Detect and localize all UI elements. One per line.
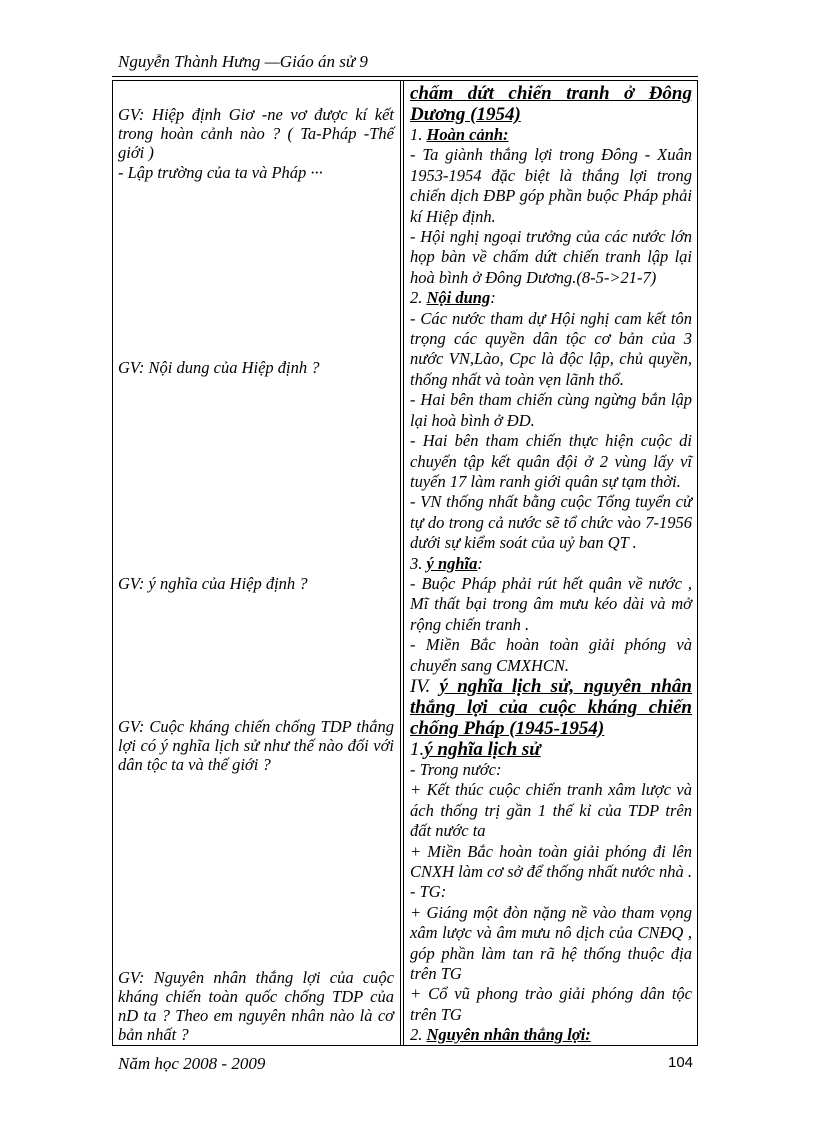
section-4-heading xyxy=(410,676,692,739)
section-3-title: ý nghĩa xyxy=(426,553,478,573)
section-2-para: - VN thống nhất bằng cuộc Tổng tuyển cử tự do trong cả nước sẽ tổ chức vào 7-1956 dưới sự kiểm soát của uỷ ban QT . xyxy=(410,492,692,553)
section-title: chấm dứt chiến tranh ở Đông Dương (1954) xyxy=(410,83,692,125)
section-2-para: - Hai bên tham chiến cùng ngừng bắn lập lại hoà bình ở ĐD. xyxy=(410,390,692,430)
section-2-para: - Các nước tham dự Hội nghị cam kết tôn trọng các quyền dân tộc cơ bản của 3 nước VN,Lào, Cpc là độc lập, chủ quyền, thống nhất và toàn vẹn lãnh thổ. xyxy=(410,308,692,389)
table-border-right xyxy=(697,81,698,1045)
table-border-left xyxy=(112,81,113,1045)
subsection-4-1-item: + Miền Bắc hoàn toàn giải phóng đi lên CNXH làm cơ sở để thống nhất nước nhà . xyxy=(410,841,692,881)
subsection-4-2-number: 2. xyxy=(410,1025,427,1045)
subsection-4-1-number: 1. xyxy=(410,738,425,760)
table-divider xyxy=(400,81,401,1045)
section-3-colon: : xyxy=(477,553,483,573)
subsection-4-2-title: Nguyên nhân thắng lợi: xyxy=(426,1025,591,1045)
question-y-nghia-lich-su: GV: Cuộc kháng chiến chống TDP thắng lợi có ý nghĩa lịch sử như thế nào đối với dân tộc ta và thế giới ? xyxy=(118,717,394,774)
subsection-4-1-title: ý nghĩa lịch sử xyxy=(424,738,541,760)
section-1-number: 1. xyxy=(410,125,427,144)
question-nguyen-nhan: GV: Nguyên nhân thắng lợi của cuộc kháng chiến toàn quốc chống TDP của nD ta ? Theo em nguyên nhân nào là cơ bản nhất ? xyxy=(118,968,394,1044)
answer-column xyxy=(410,83,692,1046)
subsection-4-1-item: + Giáng một đòn nặng nề vào tham vọng xâm lược và âm mưu nô dịch của CNĐQ , góp phần làm tan rã hệ thống thuộc địa trên TG xyxy=(410,902,692,984)
page-header: Nguyễn Thành Hưng —Giáo án sử 9 xyxy=(118,52,368,71)
section-3-number: 3. xyxy=(410,553,427,573)
question-y-nghia: GV: ý nghĩa của Hiệp định ? xyxy=(118,574,308,593)
section-1-para: - Ta giành thắng lợi trong Đông - Xuân 1953-1954 đặc biệt là thắng lợi trong chiến dịch ĐBP góp phần buộc Pháp phải kí Hiệp định. xyxy=(410,145,692,226)
section-2-para: - Hai bên tham chiến thực hiện cuộc di chuyển tập kết quân đội ở 2 vùng lấy vĩ tuyến 17 làm ranh giới quân sự tạm thời. xyxy=(410,431,692,491)
section-1-heading xyxy=(410,125,692,145)
header-rule xyxy=(112,76,698,77)
section-3-heading xyxy=(410,554,692,574)
question-noi-dung: GV: Nội dung của Hiệp định ? xyxy=(118,358,320,377)
section-1-title: Hoàn cảnh: xyxy=(426,125,509,144)
subsection-4-2-heading xyxy=(410,1025,692,1045)
section-1-para: - Hội nghị ngoại trưởng của các nước lớn họp bàn về chấm dứt chiến tranh lập lại hoà bình ở Đông Dương.(8-5->21-7) xyxy=(410,227,692,287)
section-2-heading xyxy=(410,288,692,308)
table-divider-double xyxy=(403,81,404,1045)
page-number: 104 xyxy=(668,1054,694,1071)
section-3-para: - Miền Bắc hoàn toàn giải phóng và chuyển sang CMXHCN. xyxy=(410,635,692,675)
subsection-4-1-item: - Trong nước: xyxy=(410,759,502,779)
section-2-title: Nội dung xyxy=(426,288,491,308)
subsection-4-1-item: - TG: xyxy=(410,882,447,902)
section-4-number: IV. xyxy=(410,675,440,697)
subsection-4-1-item: + Kết thúc cuộc chiến tranh xâm lược và ách thống trị gần 1 thế kỉ của TDP trên đất nước ta xyxy=(410,780,692,841)
section-2-colon: : xyxy=(490,288,496,308)
lesson-table xyxy=(112,80,698,1046)
section-3-para: - Buộc Pháp phải rút hết quân về nước , Mĩ thất bại trong âm mưu kéo dài và mở rộng chiến tranh . xyxy=(410,573,692,634)
question-hoan-canh: GV: Hiệp định Giơ -ne vơ được kí kết trong hoàn cảnh nào ? ( Ta-Pháp -Thế giới ) xyxy=(118,105,394,162)
subsection-4-1-heading xyxy=(410,739,692,760)
section-2-number: 2. xyxy=(410,288,427,308)
question-lap-truong: - Lập trường của ta và Pháp ··· xyxy=(118,163,323,182)
school-year: Năm học 2008 - 2009 xyxy=(118,1054,266,1073)
section-4-title: ý nghĩa lịch sử, nguyên nhân thắng lợi của cuộc kháng chiến chống Pháp (1945-1954) xyxy=(410,675,693,739)
subsection-4-1-item: + Cổ vũ phong trào giải phóng dân tộc trên TG xyxy=(410,984,692,1024)
footer-rule xyxy=(112,1045,698,1046)
